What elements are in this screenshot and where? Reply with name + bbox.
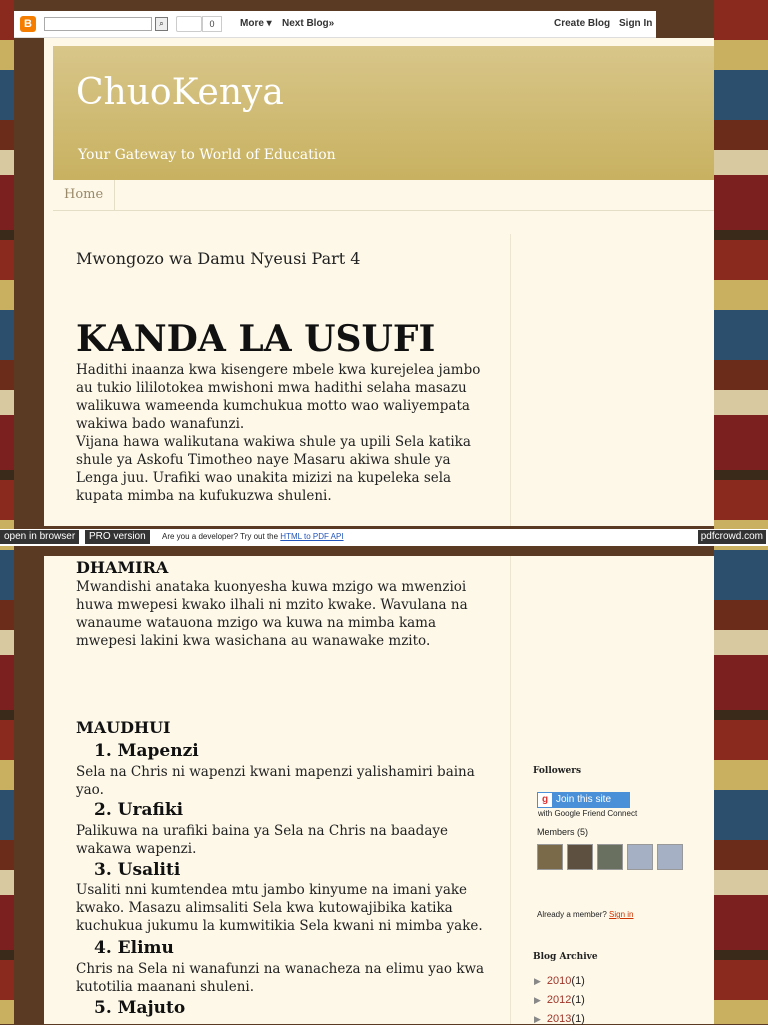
post-heading: KANDA LA USUFI [76, 318, 436, 360]
blog-page [44, 38, 714, 526]
sidebar-sign-in-link[interactable]: Sign in [609, 910, 634, 919]
pro-version-button[interactable]: PRO version [85, 530, 150, 544]
post-paragraph: Mwandishi anataka kuonyesha kuwa mzigo wa mwenzioi huwa mwepesi kwako ilhali ni mzito kwake. Wavulana na wanaume watauona mzigo wa kuwa na mimba kama mwepesi lakini kwa wasichana au wanawake mzito. [76, 579, 468, 649]
numbered-heading: 3. Usaliti [94, 860, 181, 880]
section-heading: MAUDHUI [76, 718, 171, 737]
open-in-browser-button[interactable]: open in browser [0, 530, 79, 544]
post-paragraph: Vijana hawa walikutana wakiwa shule ya upili Sela katika shule ya Askofu Timotheo naye Masaru akiwa shule ya Lenga juu. Urafiki wao unakita mizizi na kupeleka sela kupata mimba na kufukuzwa shuleni. [76, 434, 471, 504]
already-member: Already a member? Sign in [537, 910, 634, 919]
avatar[interactable] [597, 844, 623, 870]
post-paragraph: Chris na Sela ni wanafunzi na wanacheza na elimu yao kwa kutotilia maanani shuleni. [76, 961, 485, 995]
join-site-button[interactable]: g Join this site [537, 792, 630, 808]
numbered-heading: 4. Elimu [94, 938, 174, 958]
blog-description: Your Gateway to World of Education [78, 147, 336, 163]
post-paragraph: Hadithi inaanza kwa kisengere mbele kwa kurejelea jambo au tukio lililotokea mwishoni mwa hadithi selaha masazu walikuwa wameenda kumchukua motto wao waliyempata wakiwa bado wanafunzi. [76, 362, 481, 432]
bookshelf-left [0, 0, 14, 1024]
html-to-pdf-link[interactable]: HTML to PDF API [280, 532, 344, 541]
expand-triangle-icon[interactable]: ▶ [534, 1014, 541, 1024]
avatar[interactable] [537, 844, 563, 870]
bookshelf-right [714, 0, 768, 1024]
sign-in-link[interactable]: Sign In [619, 18, 653, 29]
google-plus-button[interactable] [176, 16, 202, 32]
plus-count: 0 [202, 16, 222, 32]
next-blog-link[interactable]: Next Blog» [282, 18, 335, 29]
archive-title: Blog Archive [533, 952, 598, 962]
blogger-navbar [14, 11, 656, 38]
sidebar-divider [510, 556, 511, 1024]
avatar[interactable] [627, 844, 653, 870]
members-count: Members (5) [537, 827, 589, 837]
numbered-heading: 5. Majuto [94, 998, 186, 1018]
blog-header [53, 46, 714, 180]
avatar[interactable] [657, 844, 683, 870]
archive-item[interactable]: ▶ 2010(1) [534, 975, 585, 987]
pdfcrowd-bar [0, 529, 768, 546]
expand-triangle-icon[interactable]: ▶ [534, 995, 541, 1005]
post-title[interactable]: Mwongozo wa Damu Nyeusi Part 4 [76, 249, 361, 268]
section-heading: DHAMIRA [76, 558, 169, 577]
post-paragraph: Palikuwa na urafiki baina ya Sela na Chris na baadaye wakawa wapenzi. [76, 823, 448, 857]
create-blog-link[interactable]: Create Blog [554, 18, 611, 29]
google-icon: g [538, 793, 552, 807]
expand-triangle-icon[interactable]: ▶ [534, 976, 541, 986]
search-icon[interactable]: ⌕ [155, 17, 168, 31]
sidebar-divider [510, 234, 511, 526]
numbered-heading: 2. Urafiki [94, 800, 184, 820]
pdfcrowd-message: Are you a developer? Try out the HTML to PDF API [162, 532, 344, 541]
tab-home[interactable]: Home [53, 180, 115, 210]
archive-item[interactable]: ▶ 2013(1) [534, 1013, 585, 1025]
page-tabs [53, 180, 714, 211]
followers-title: Followers [533, 766, 582, 776]
navbar-search-input[interactable] [44, 17, 152, 31]
blogger-icon[interactable]: B [20, 16, 36, 32]
blog-title[interactable]: ChuoKenya [76, 72, 284, 113]
post-paragraph: Sela na Chris ni wapenzi kwani mapenzi yalishamiri baina yao. [76, 764, 475, 798]
blog-page-continued [44, 556, 714, 1024]
more-menu[interactable]: More ▾ [240, 18, 272, 29]
archive-item[interactable]: ▶ 2012(1) [534, 994, 585, 1006]
avatar[interactable] [567, 844, 593, 870]
post-paragraph: Usaliti nni kumtendea mtu jambo kinyume na imani yake kwako. Masazu alimsaliti Sela kwa kutowajibika katika kuchukua jukumu la kumwitikia Sela kwani ni mimba yake. [76, 882, 483, 934]
gfc-label: with Google Friend Connect [538, 809, 638, 818]
numbered-heading: 1. Mapenzi [94, 741, 199, 761]
pdfcrowd-brand[interactable]: pdfcrowd.com [698, 530, 766, 544]
